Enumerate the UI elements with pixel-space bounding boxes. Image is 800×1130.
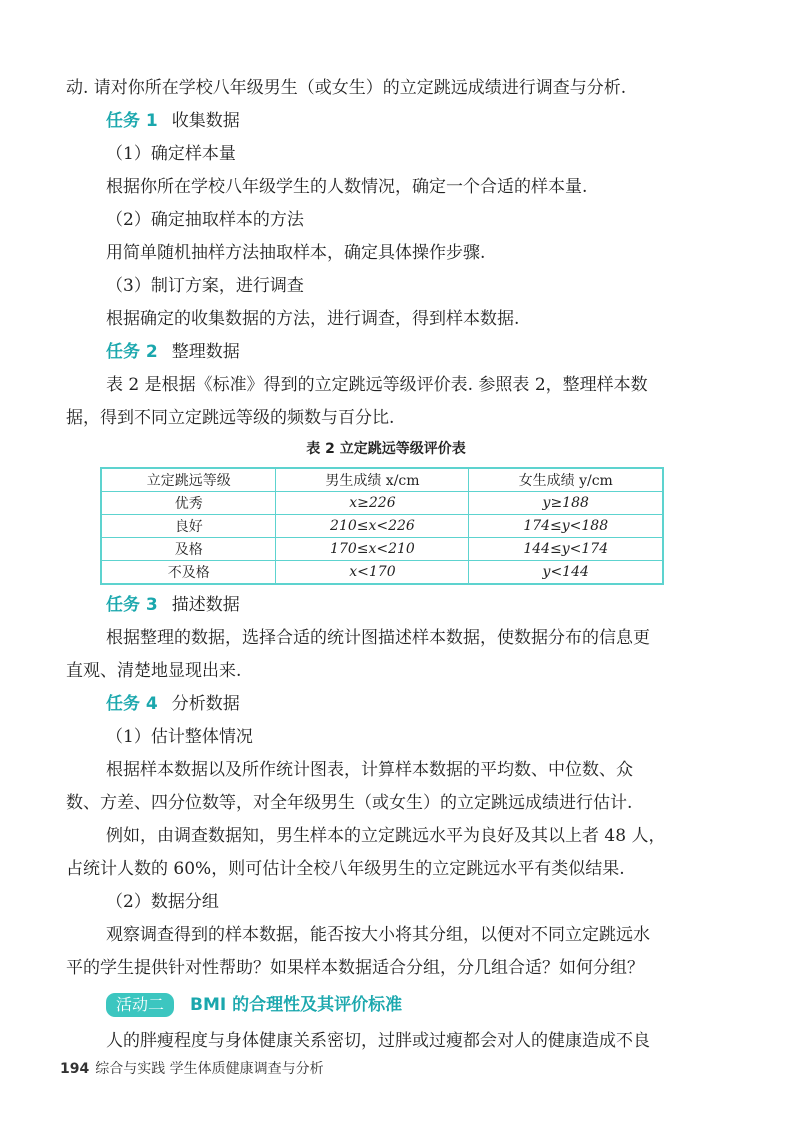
- table-cell: y<144: [469, 561, 663, 585]
- table-cell: 144≤y<174: [469, 538, 663, 561]
- task1-text3: 根据确定的收集数据的方法，进行调查，得到样本数据.: [106, 309, 520, 329]
- activity-title: BMI 的合理性及其评价标准: [190, 995, 403, 1015]
- table-cell: 优秀: [101, 492, 276, 515]
- task1-sub1: （1）确定样本量: [106, 144, 236, 164]
- page-number: 194: [60, 1061, 90, 1077]
- table-row: [101, 492, 663, 515]
- grade-table: [100, 467, 664, 585]
- table-cell: 及格: [101, 538, 276, 561]
- task3-text-line2: 直观、清楚地显现出来.: [66, 661, 242, 681]
- task4-p3-line1: 观察调查得到的样本数据，能否按大小将其分组，以便对不同立定跳远水: [106, 925, 650, 945]
- task4-sub2: （2）数据分组: [106, 892, 219, 912]
- task3-title: 描述数据: [171, 595, 240, 615]
- table-cell: 170≤x<210: [276, 538, 469, 561]
- activity-text-line: 人的胖瘦程度与身体健康关系密切，过胖或过瘦都会对人的健康造成不良: [106, 1031, 650, 1051]
- table-row: [101, 561, 663, 585]
- table-row: [101, 515, 663, 538]
- task4-p1-line2: 数、方差、四分位数等，对全年级男生（或女生）的立定跳远成绩进行估计.: [66, 793, 633, 813]
- table-cell: 良好: [101, 515, 276, 538]
- task1-sub3: （3）制订方案，进行调查: [106, 276, 304, 296]
- page-content: [66, 72, 706, 1058]
- task3-heading: [66, 589, 706, 622]
- table-header: 女生成绩 y/cm: [469, 468, 663, 492]
- task4-p1-line1: 根据样本数据以及所作统计图表，计算样本数据的平均数、中位数、众: [106, 760, 633, 780]
- task1-title: 收集数据: [171, 111, 240, 131]
- task4-p2-line1: 例如，由调查数据知，男生样本的立定跳远水平为良好及其以上者 48 人，: [106, 826, 666, 846]
- task2-text-line1: 表 2 是根据《标准》得到的立定跳远等级评价表. 参照表 2，整理样本数: [106, 375, 648, 395]
- task2-label: 任务 2: [106, 342, 158, 362]
- table-caption: 表 2 立定跳远等级评价表: [306, 441, 466, 457]
- task1-heading: [66, 105, 706, 138]
- task1-label: 任务 1: [106, 111, 158, 131]
- task4-sub1: （1）估计整体情况: [106, 727, 253, 747]
- task4-p3-line2: 平的学生提供针对性帮助？如果样本数据适合分组，分几组合适？如何分组？: [66, 958, 644, 978]
- task1-text2: 用简单随机抽样方法抽取样本，确定具体操作步骤.: [106, 243, 486, 263]
- table-cell: y≥188: [469, 492, 663, 515]
- table-cell: x≥226: [276, 492, 469, 515]
- activity-badge: 活动二: [106, 993, 174, 1017]
- task1-sub2: （2）确定抽取样本的方法: [106, 210, 304, 230]
- table-cell: x<170: [276, 561, 469, 585]
- task3-text-line1: 根据整理的数据，选择合适的统计图描述样本数据，使数据分布的信息更: [106, 628, 650, 648]
- table-header: 男生成绩 x/cm: [276, 468, 469, 492]
- task2-title: 整理数据: [171, 342, 240, 362]
- footer-text: 综合与实践 学生体质健康调查与分析: [95, 1061, 324, 1077]
- intro-line: 动. 请对你所在学校八年级男生（或女生）的立定跳远成绩进行调查与分析.: [66, 78, 627, 98]
- task3-label: 任务 3: [106, 595, 158, 615]
- task4-label: 任务 4: [106, 694, 158, 714]
- table-header: 立定跳远等级: [101, 468, 276, 492]
- task4-heading: [66, 688, 706, 721]
- task2-heading: [66, 336, 706, 369]
- task4-title: 分析数据: [171, 694, 240, 714]
- table-header-row: [101, 468, 663, 492]
- table-cell: 不及格: [101, 561, 276, 585]
- task2-text-line2: 据，得到不同立定跳远等级的频数与百分比.: [66, 408, 395, 428]
- task4-p2-line2: 占统计人数的 60%，则可估计全校八年级男生的立定跳远水平有类似结果.: [66, 859, 625, 879]
- page-footer: [60, 1058, 324, 1078]
- task1-text1: 根据你所在学校八年级学生的人数情况，确定一个合适的样本量.: [106, 177, 588, 197]
- activity-heading: [66, 985, 706, 1025]
- table-row: [101, 538, 663, 561]
- table-cell: 174≤y<188: [469, 515, 663, 538]
- table-cell: 210≤x<226: [276, 515, 469, 538]
